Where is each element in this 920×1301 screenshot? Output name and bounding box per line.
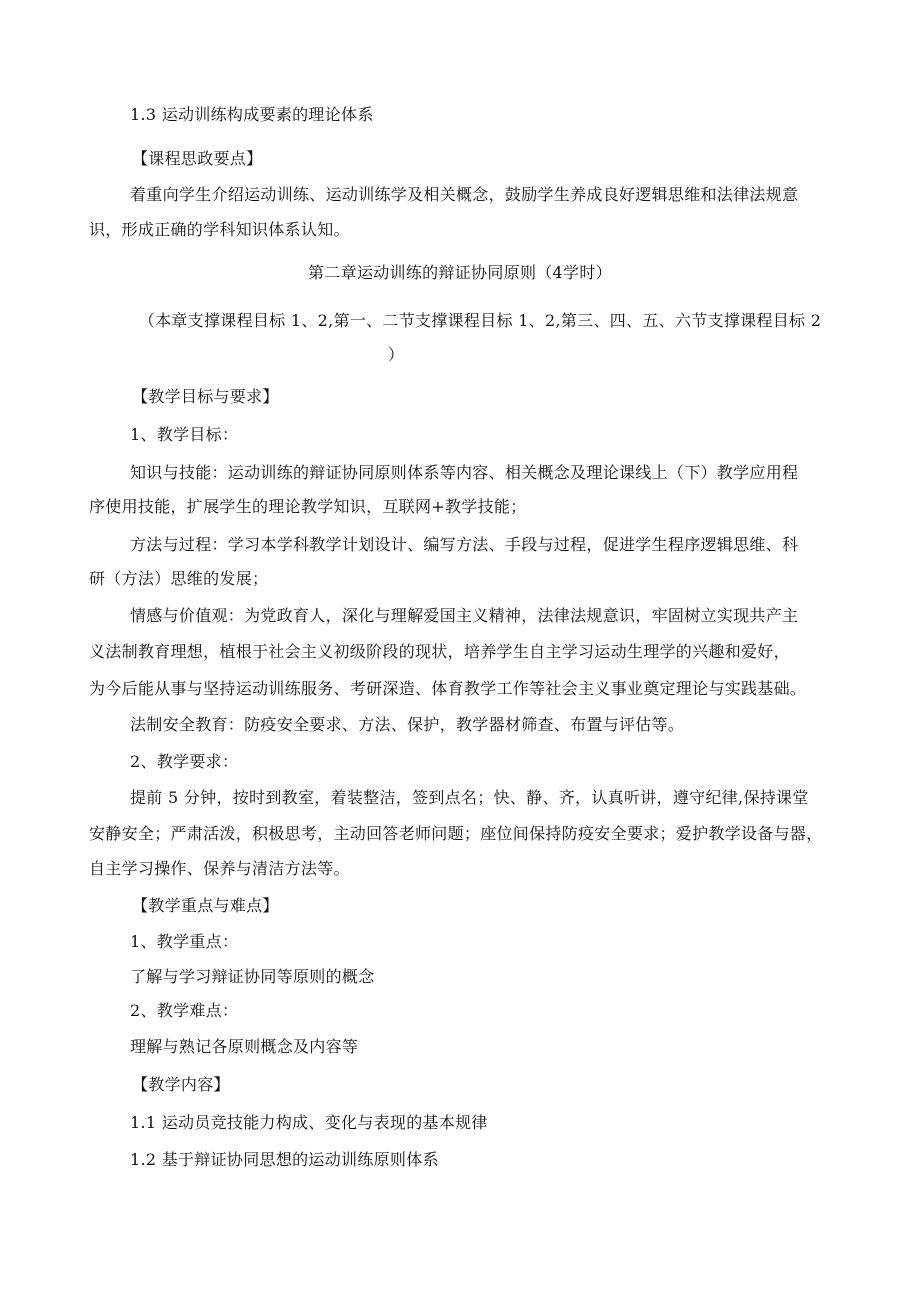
ideology-paragraph-line-1: 着重向学生介绍运动训练、运动训练学及相关概念，鼓励学生养成良好逻辑思维和法律法规意 — [130, 185, 799, 204]
key-points-label: 1、教学重点： — [130, 932, 239, 951]
chapter-2-support-line-2: ） — [387, 345, 405, 364]
ideology-points-heading: 【课程思政要点】 — [132, 149, 263, 168]
key-points-text: 了解与学习辩证协同等原则的概念 — [130, 967, 375, 986]
method-process-line-1: 方法与过程：学习本学科教学计划设计、编写方法、手段与过程，促进学生程序逻辑思维、科 — [130, 535, 799, 554]
difficult-points-label: 2、教学难点： — [130, 1001, 239, 1020]
section-1-1-heading: 1.1 运动员竞技能力构成、变化与表现的基本规律 — [130, 1113, 488, 1132]
teaching-requirements-label: 2、教学要求： — [130, 752, 239, 771]
teaching-goals-label: 1、教学目标： — [130, 425, 239, 444]
knowledge-skills-line-2: 序使用技能，扩展学生的理论教学知识，互联网+教学技能； — [89, 497, 527, 516]
difficult-points-text: 理解与熟记各原则概念及内容等 — [130, 1037, 359, 1056]
emotion-values-line-3: 为今后能从事与坚持运动训练服务、考研深造、体育教学工作等社会主义事业奠定理论与实践基础。 — [89, 679, 807, 698]
chapter-2-support-line-1: （本章支撑课程目标 1、2,第一、二节支撑课程目标 1、2,第三、四、五、六节支撑课程目标 2 — [138, 311, 822, 330]
requirements-line-2: 安静安全；严肃活泼，积极思考，主动回答老师问题；座位间保持防疫安全要求；爱护教学设备与器， — [89, 824, 823, 843]
emotion-values-line-1: 情感与价值观：为党政育人，深化与理解爱国主义精神，法律法规意识，牢固树立实现共产主 — [130, 606, 799, 625]
requirements-line-3: 自主学习操作、保养与清洁方法等。 — [89, 859, 350, 878]
section-1-2-heading: 1.2 基于辩证协同思想的运动训练原则体系 — [130, 1150, 439, 1169]
section-1-3-heading: 1.3 运动训练构成要素的理论体系 — [130, 105, 374, 124]
teaching-content-heading: 【教学内容】 — [132, 1075, 230, 1094]
chapter-2-title: 第二章运动训练的辩证协同原则（4学时） — [308, 263, 612, 282]
method-process-line-2: 研（方法）思维的发展； — [89, 569, 269, 588]
legal-safety-education: 法制安全教育：防疫安全要求、方法、保护，教学器材筛查、布置与评估等。 — [130, 715, 685, 734]
requirements-line-1: 提前 5 分钟，按时到教室，着装整洁，签到点名；快、静、齐，认真听讲，遵守纪律,保持课堂 — [130, 788, 809, 807]
emotion-values-line-2: 义法制教育理想，植根于社会主义初级阶段的现状，培养学生自主学习运动生理学的兴趣和爱好， — [89, 642, 790, 661]
knowledge-skills-line-1: 知识与技能：运动训练的辩证协同原则体系等内容、相关概念及理论课线上（下）教学应用程 — [130, 463, 799, 482]
goals-requirements-heading: 【教学目标与要求】 — [132, 387, 279, 406]
ideology-paragraph-line-2: 识，形成正确的学科知识体系认知。 — [89, 220, 350, 239]
key-difficult-points-heading: 【教学重点与难点】 — [132, 896, 279, 915]
